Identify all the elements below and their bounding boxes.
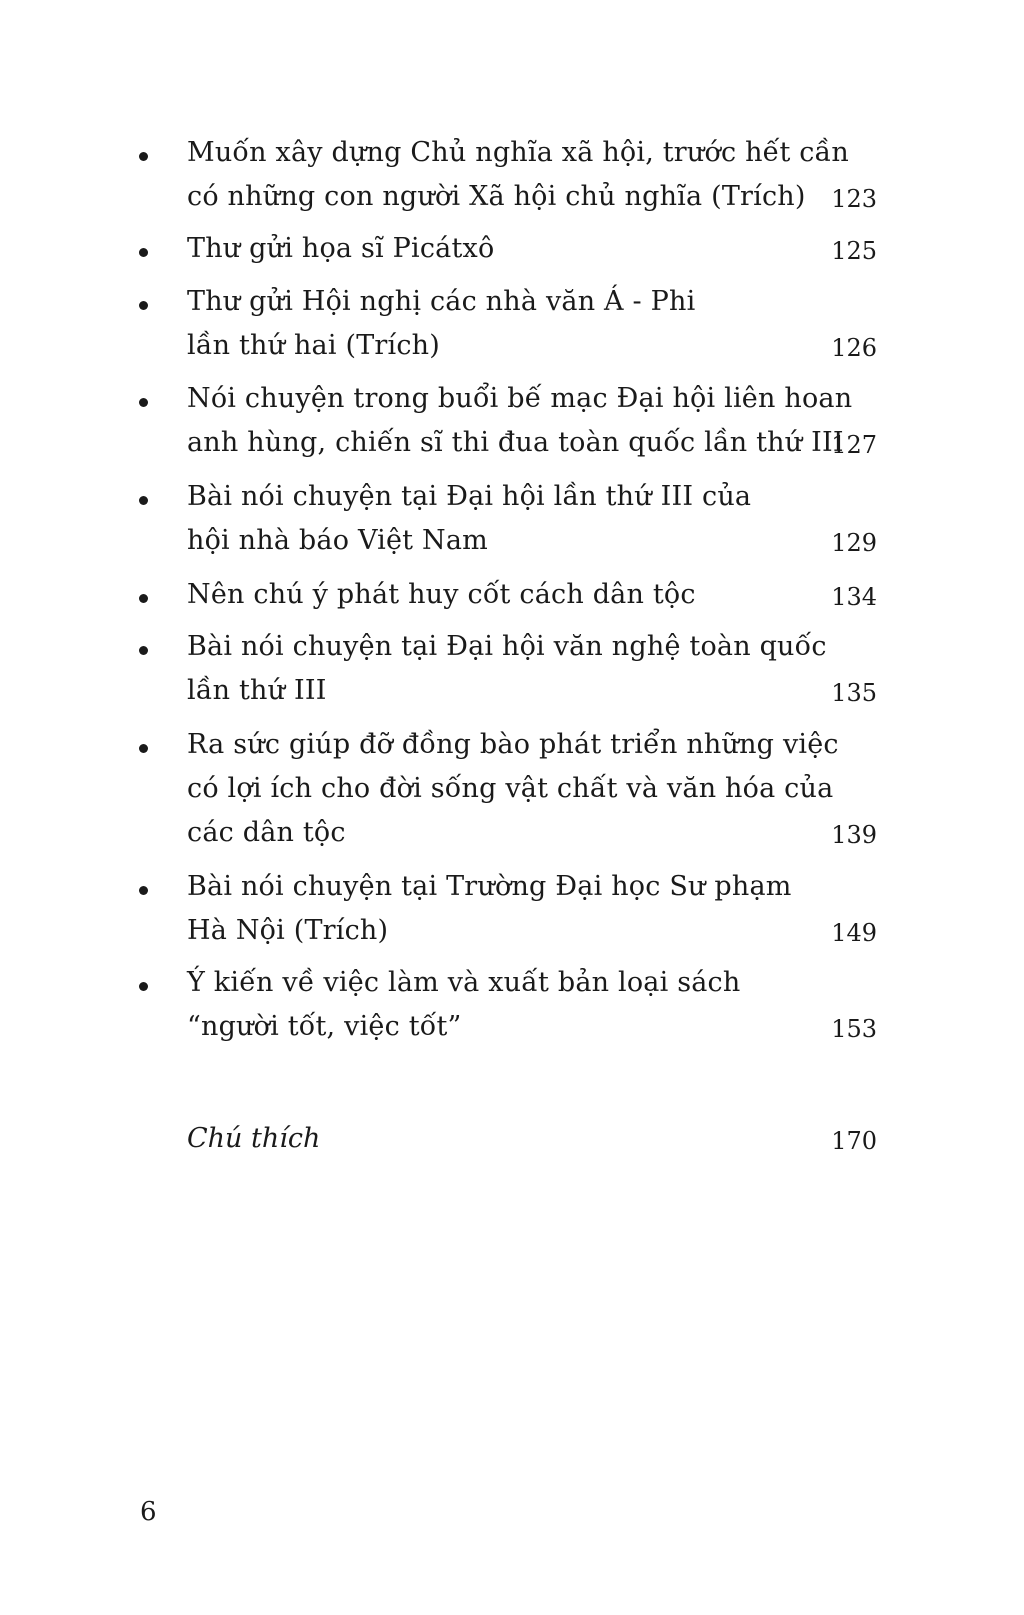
entry-line: hội nhà báo Việt Nam	[187, 525, 488, 556]
page-number: 135	[831, 679, 877, 707]
entry-line: Hà Nội (Trích)	[187, 915, 389, 946]
entry-line: có những con người Xã hội chủ nghĩa (Trích)	[187, 181, 806, 212]
page-number: 129	[831, 529, 877, 557]
bullet-icon	[139, 496, 148, 505]
entry-line: Bài nói chuyện tại Đại hội lần thứ III của	[187, 481, 752, 512]
folio-page-number: 6	[140, 1497, 157, 1527]
entry-line: các dân tộc	[187, 817, 346, 848]
bullet-icon	[139, 301, 148, 310]
page-number: 153	[831, 1015, 877, 1043]
page-number: 149	[831, 919, 877, 947]
bullet-icon	[139, 744, 148, 753]
notes-title: Chú thích	[187, 1123, 321, 1154]
page-number: 139	[831, 821, 877, 849]
entry-line: anh hùng, chiến sĩ thi đua toàn quốc lần thứ III	[187, 427, 844, 458]
notes-page-number: 170	[831, 1127, 877, 1155]
entry-line: có lợi ích cho đời sống vật chất và văn hóa của	[187, 773, 834, 804]
bullet-icon	[139, 982, 148, 991]
entry-line: lần thứ III	[187, 675, 327, 706]
page-number: 134	[831, 583, 877, 611]
entry-line: Nên chú ý phát huy cốt cách dân tộc	[187, 579, 696, 610]
page-number: 125	[831, 237, 877, 265]
page-number: 123	[831, 185, 877, 213]
entry-line: Muốn xây dựng Chủ nghĩa xã hội, trước hết cần	[187, 137, 849, 168]
entry-line: Ý kiến về việc làm và xuất bản loại sách	[187, 967, 741, 998]
page-number: 127	[831, 431, 877, 459]
bullet-icon	[139, 152, 148, 161]
bullet-icon	[139, 248, 148, 257]
entry-line: Thư gửi họa sĩ Picátxô	[187, 233, 495, 264]
entry-line: “người tốt, việc tốt”	[187, 1011, 462, 1042]
entry-line: lần thứ hai (Trích)	[187, 330, 440, 361]
bullet-icon	[139, 594, 148, 603]
bullet-icon	[139, 398, 148, 407]
bullet-icon	[139, 886, 148, 895]
entry-line: Bài nói chuyện tại Đại hội văn nghệ toàn quốc	[187, 631, 827, 662]
page-number: 126	[831, 334, 877, 362]
entry-line: Ra sức giúp đỡ đồng bào phát triển những việc	[187, 729, 839, 760]
entry-line: Bài nói chuyện tại Trường Đại học Sư phạm	[187, 871, 792, 902]
entry-line: Nói chuyện trong buổi bế mạc Đại hội liên hoan	[187, 383, 853, 414]
bullet-icon	[139, 646, 148, 655]
entry-line: Thư gửi Hội nghị các nhà văn Á - Phi	[187, 286, 696, 317]
